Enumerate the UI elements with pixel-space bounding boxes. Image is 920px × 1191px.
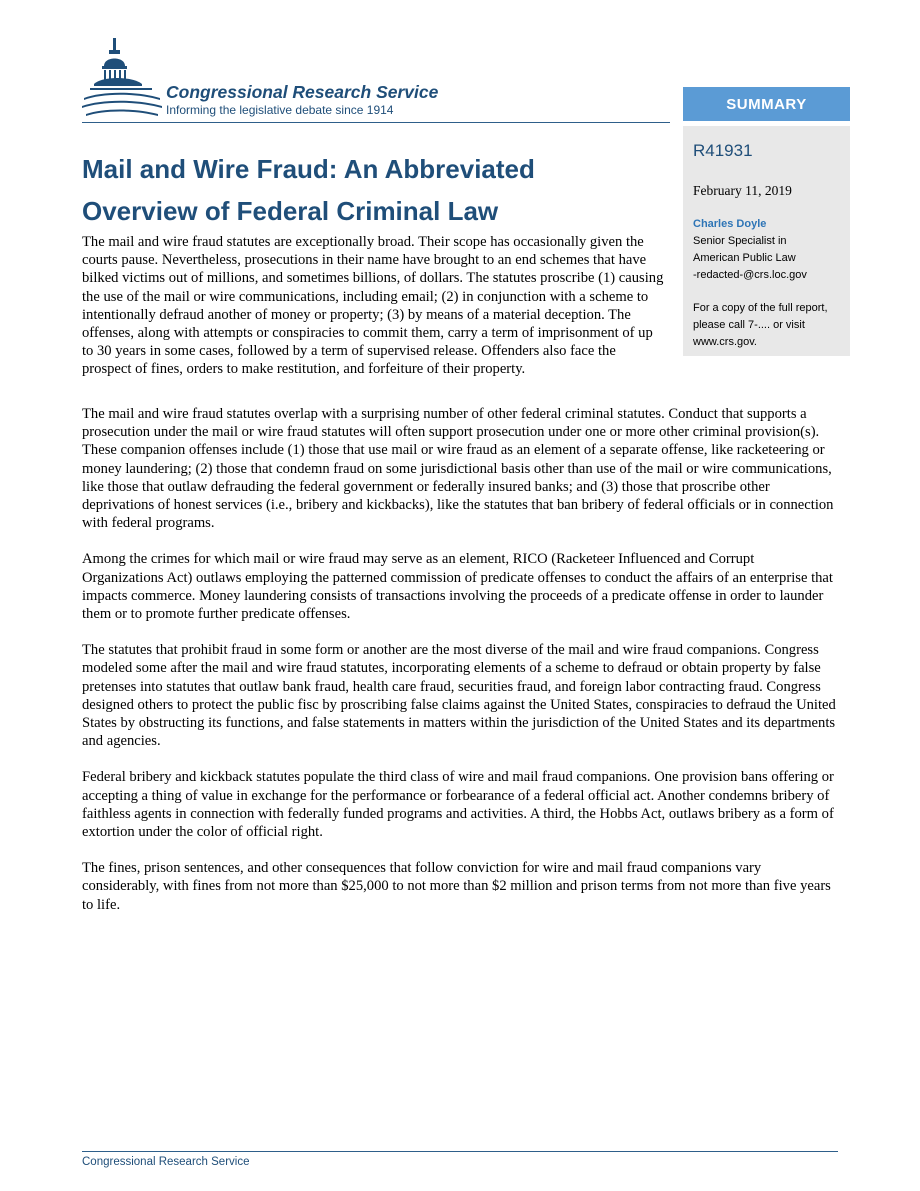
paragraph: The mail and wire fraud statutes are exceptionally broad. Their scope has occasionally given the courts pause. Nevertheless, prosecutions in their name have brought to an end schemes that have bilked victims out of millions, and sometimes billions, of dollars. The statutes proscribe (1) causing the use of the mail or wire communications, including email; (2) in conjunction with a scheme to intentionally defraud another of money or property; (3) by means of a material deception. The offenses, along with attempts or conspiracies to commit them, carry a term of imprisonment of up to 30 years in some cases, followed by a term of supervised release. Offenders also face the prospect of fines, orders to make restitution, and forfeiture of their property. [82, 234, 664, 378]
title-line-1: Mail and Wire Fraud: An Abbreviated [82, 154, 535, 184]
org-tagline: Informing the legislative debate since 1914 [166, 103, 394, 117]
header-divider [82, 122, 670, 123]
author-name: Charles Doyle [693, 218, 767, 230]
page-title [82, 148, 642, 232]
paragraph: The mail and wire fraud statutes overlap with a surprising number of other federal criminal statutes. Conduct that supports a prosecution under the mail or wire fraud statutes will often support prosecution under one or more other criminal provision(s). These companion offenses include (1) those that use mail or wire fraud as an element of a separate offense, like racketeering or money laundering; (2) those that condemn fraud on some jurisdictional basis other than use of the mail or wire communications, like those that outlaw defrauding the federal government or federally insured banks; and (3) those that proscribe other deprivations of honest services (i.e., bribery and kickbacks), like the statutes that ban bribery of federal officials or in connection with federal programs. [82, 406, 834, 532]
paragraph: The fines, prison sentences, and other consequences that follow conviction for wire and mail fraud companions vary considerably, with fines from not more than $25,000 to not more than $2 million and prison terms from not more than five years to life. [82, 860, 831, 913]
summary-sidebar [683, 87, 850, 356]
author-field: American Public Law [693, 252, 796, 264]
summary-intro [82, 233, 667, 397]
copy-note-line-1: For a copy of the full report, [693, 302, 828, 314]
report-date: February 11, 2019 [693, 183, 792, 198]
copy-note-line-3: www.crs.gov. [693, 336, 757, 348]
report-id: R41931 [693, 141, 753, 160]
author-title: Senior Specialist in [693, 235, 787, 247]
paragraph: Among the crimes for which mail or wire fraud may serve as an element, RICO (Racketeer Influenced and Corrupt Organizations Act) outlaws employing the patterned commission of predicate offenses to conduct the affairs of an enterprise that impacts commerce. Money laundering consists of transactions involving the proceeds of a predicate offense in order to launder them or to promote further predicate offenses. [82, 551, 833, 623]
footer-text: Congressional Research Service [82, 1156, 250, 1168]
copy-note-line-2: please call 7-.... or visit [693, 319, 805, 331]
summary-banner: SUMMARY [683, 87, 850, 121]
title-line-2: Overview of Federal Criminal Law [82, 196, 499, 226]
summary-body [82, 405, 838, 932]
banner-gap [683, 121, 850, 126]
footer-divider [82, 1151, 838, 1152]
org-name: Congressional Research Service [166, 82, 439, 102]
paragraph: The statutes that prohibit fraud in some form or another are the most diverse of the mail and wire fraud companions. Congress modeled some after the mail and wire fraud statutes, incorporating elements of a scheme to defraud or obtain property by false pretenses into statutes that outlaw bank fraud, health care fraud, securities fraud, and foreign labor contracting fraud. Congress designed others to protect the public fisc by proscribing false claims against the United States, conspiracies to defraud the United States by obstructing its functions, and false statements in matters within the jurisdiction of the United States and its departments and agencies. [82, 642, 836, 750]
crs-logo [82, 36, 482, 122]
capitol-dome-icon [82, 36, 162, 122]
author-email: -redacted-@crs.loc.gov [693, 269, 807, 281]
paragraph: Federal bribery and kickback statutes populate the third class of wire and mail fraud companions. One provision bans offering or accepting a thing of value in exchange for the performance or forbearance of a federal official act. Another condemns bribery of faithless agents in connection with federally funded programs and activities. A third, the Hobbs Act, outlaws bribery as a form of extortion under the color of official right. [82, 769, 834, 841]
